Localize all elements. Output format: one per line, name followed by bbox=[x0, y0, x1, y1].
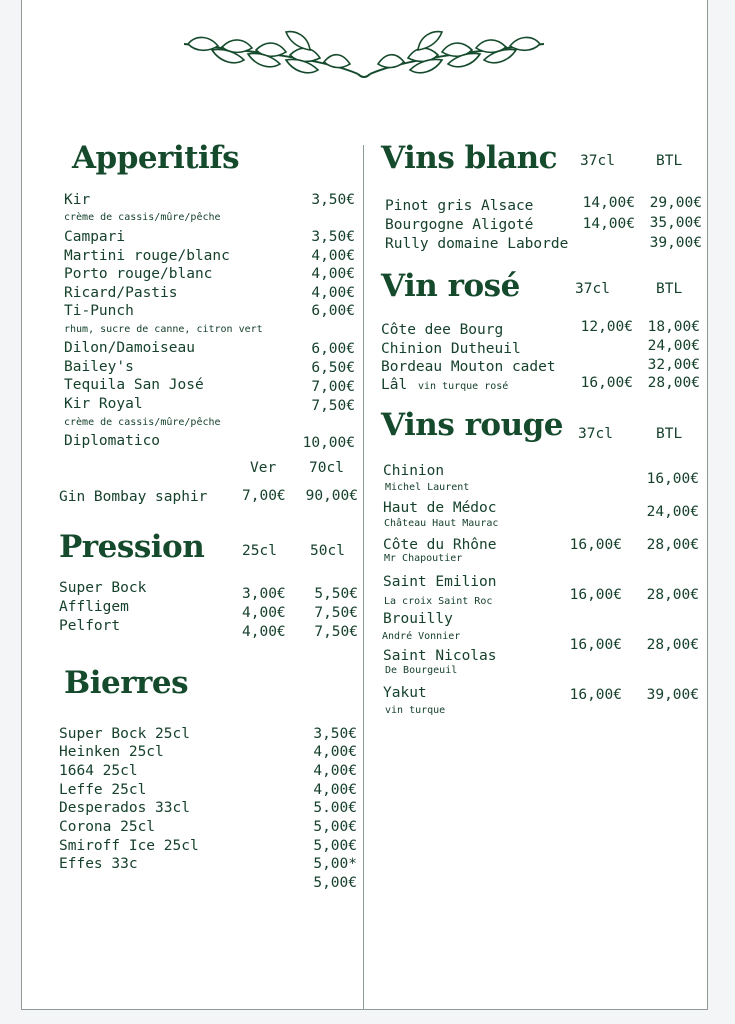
menu-item-note: vin turque bbox=[385, 705, 446, 716]
menu-item-name: Campari bbox=[64, 229, 126, 245]
menu-item-name: Yakut bbox=[383, 685, 427, 701]
menu-item-name: Bailey's bbox=[64, 359, 134, 375]
menu-item-price: 24,00€ bbox=[646, 504, 699, 520]
menu-item-name: Bourgogne Aligoté bbox=[385, 217, 534, 233]
menu-item-price: 5.00€ bbox=[313, 800, 357, 816]
column-header-37cl: 37cl bbox=[580, 153, 615, 169]
menu-item-price: 4,00€ bbox=[311, 266, 355, 282]
menu-item-price: 3,50€ bbox=[311, 192, 355, 208]
menu-item-price: 6,50€ bbox=[311, 360, 355, 376]
menu-item-price: 5,00€ bbox=[313, 819, 357, 835]
menu-item-price: 4,00€ bbox=[313, 763, 357, 779]
section-title-bierres: Bierres bbox=[64, 665, 189, 701]
menu-item-price: 16,00€ bbox=[569, 687, 622, 703]
menu-item-name: Corona 25cl bbox=[59, 819, 156, 835]
menu-item-note: crème de cassis/mûre/pêche bbox=[64, 212, 221, 223]
menu-item-price: 28,00€ bbox=[646, 637, 699, 653]
menu-item-price: 28,00€ bbox=[647, 375, 700, 391]
column-header-btl: BTL bbox=[656, 426, 683, 442]
menu-item-price: 16,00€ bbox=[569, 587, 622, 603]
menu-item-price: 4,00€ bbox=[313, 744, 357, 760]
menu-item-note: André Vonnier bbox=[382, 631, 461, 642]
menu-item-price: 3,00€ bbox=[242, 586, 286, 602]
menu-item-price: 6,00€ bbox=[311, 303, 355, 319]
menu-item-name: Kir Royal bbox=[64, 396, 143, 412]
menu-item-name: Effes 33c bbox=[59, 856, 138, 872]
menu-item-name: Gin Bombay saphir bbox=[59, 489, 208, 505]
menu-item-price: 12,00€ bbox=[580, 319, 633, 335]
menu-item-price: 32,00€ bbox=[647, 357, 700, 373]
menu-item-name: Desperados 33cl bbox=[59, 800, 190, 816]
menu-item-note: vin turque rosé bbox=[418, 381, 509, 392]
menu-item-name: Haut de Médoc bbox=[383, 500, 497, 516]
menu-item-note: crème de cassis/mûre/pêche bbox=[64, 417, 221, 428]
menu-item-name: Ti-Punch bbox=[64, 303, 134, 319]
menu-item-price: 5,00€ bbox=[313, 838, 357, 854]
menu-item-name: Super Bock bbox=[59, 580, 147, 596]
menu-item-name: Tequila San José bbox=[64, 377, 204, 393]
menu-item-price: 24,00€ bbox=[647, 338, 700, 354]
column-header-25cl: 25cl bbox=[242, 543, 277, 559]
menu-item-price: 6,00€ bbox=[311, 341, 355, 357]
menu-item-note: De Bourgeuil bbox=[385, 665, 458, 676]
menu-item-price: 90,00€ bbox=[305, 488, 358, 504]
menu-item-name: Bordeau Mouton cadet bbox=[381, 359, 556, 375]
menu-item-name: Brouilly bbox=[383, 611, 453, 627]
section-title-vin-rose: Vin rosé bbox=[381, 268, 520, 304]
menu-item-name: Ricard/Pastis bbox=[64, 285, 178, 301]
menu-item-price: 4,00€ bbox=[242, 624, 286, 640]
menu-item-name: Diplomatico bbox=[64, 433, 161, 449]
menu-item-price: 16,00€ bbox=[569, 637, 622, 653]
menu-item-note: Mr Chapoutier bbox=[384, 553, 463, 564]
menu-item-name: Lâl bbox=[381, 377, 408, 393]
menu-item-name: Smiroff Ice 25cl bbox=[59, 838, 199, 854]
menu-item-price: 3,50€ bbox=[311, 229, 355, 245]
laurel-branch-icon bbox=[182, 28, 546, 86]
menu-item-price: 4,00€ bbox=[313, 782, 357, 798]
menu-item-price: 28,00€ bbox=[646, 587, 699, 603]
menu-item-price: 14,00€ bbox=[582, 195, 635, 211]
menu-item-name: Pinot gris Alsace bbox=[385, 198, 534, 214]
menu-item-price: 4,00€ bbox=[311, 285, 355, 301]
menu-item-note: Château Haut Maurac bbox=[384, 518, 499, 529]
menu-item-name: Dilon/Damoiseau bbox=[64, 340, 195, 356]
menu-item-name: Saint Emilion bbox=[383, 574, 497, 590]
menu-item-name: Martini rouge/blanc bbox=[64, 248, 230, 264]
section-title-vins-rouge: Vins rouge bbox=[381, 407, 564, 443]
column-header-ver: Ver bbox=[250, 460, 277, 476]
section-title-vins-blanc: Vins blanc bbox=[381, 140, 558, 176]
menu-item-price: 39,00€ bbox=[646, 687, 699, 703]
menu-item-price: 16,00€ bbox=[580, 375, 633, 391]
menu-item-price: 7,00€ bbox=[242, 488, 286, 504]
menu-item-price: 5,00* bbox=[313, 856, 357, 872]
column-header-70cl: 70cl bbox=[309, 460, 344, 476]
menu-item-price: 16,00€ bbox=[569, 537, 622, 553]
menu-item-price: 5,00€ bbox=[313, 875, 357, 891]
menu-item-name: Super Bock 25cl bbox=[59, 726, 190, 742]
menu-item-price: 14,00€ bbox=[582, 216, 635, 232]
menu-item-name: Kir bbox=[64, 192, 91, 208]
menu-item-name: 1664 25cl bbox=[59, 763, 138, 779]
column-divider bbox=[363, 145, 364, 1010]
menu-item-price: 7,50€ bbox=[311, 398, 355, 414]
menu-item-name: Saint Nicolas bbox=[383, 648, 497, 664]
menu-item-name: Chinion bbox=[383, 463, 445, 479]
menu-item-price: 7,50€ bbox=[314, 624, 358, 640]
column-header-37cl: 37cl bbox=[578, 426, 613, 442]
column-header-btl: BTL bbox=[656, 281, 683, 297]
menu-item-price: 7,50€ bbox=[314, 605, 358, 621]
menu-item-name: Porto rouge/blanc bbox=[64, 266, 213, 282]
menu-item-price: 28,00€ bbox=[646, 537, 699, 553]
menu-item-name: Affligem bbox=[59, 599, 129, 615]
menu-item-price: 10,00€ bbox=[302, 435, 355, 451]
menu-item-price: 16,00€ bbox=[646, 471, 699, 487]
menu-item-name: Heinken 25cl bbox=[59, 744, 164, 760]
menu-item-price: 39,00€ bbox=[649, 235, 702, 251]
menu-item-price: 5,50€ bbox=[314, 586, 358, 602]
section-title-apperitifs: Apperitifs bbox=[72, 140, 240, 176]
column-header-btl: BTL bbox=[656, 153, 683, 169]
menu-item-name: Rully domaine Laborde bbox=[385, 236, 569, 252]
menu-item-price: 7,00€ bbox=[311, 379, 355, 395]
menu-item-price: 35,00€ bbox=[649, 215, 702, 231]
menu-item-price: 4,00€ bbox=[242, 605, 286, 621]
menu-item-note: rhum, sucre de canne, citron vert bbox=[64, 324, 263, 335]
menu-item-price: 18,00€ bbox=[647, 319, 700, 335]
menu-item-name: Leffe 25cl bbox=[59, 782, 147, 798]
menu-item-price: 29,00€ bbox=[649, 195, 702, 211]
menu-item-note: Michel Laurent bbox=[385, 482, 470, 493]
column-header-50cl: 50cl bbox=[310, 543, 345, 559]
menu-item-name: Côte dee Bourg bbox=[381, 322, 504, 338]
menu-item-name: Côte du Rhône bbox=[383, 537, 497, 553]
section-title-pression: Pression bbox=[59, 529, 205, 565]
column-header-37cl: 37cl bbox=[575, 281, 610, 297]
menu-item-price: 3,50€ bbox=[313, 726, 357, 742]
menu-item-name: Chinion Dutheuil bbox=[381, 341, 521, 357]
menu-item-note: La croix Saint Roc bbox=[384, 596, 493, 607]
menu-item-price: 4,00€ bbox=[311, 248, 355, 264]
menu-item-name: Pelfort bbox=[59, 618, 121, 634]
